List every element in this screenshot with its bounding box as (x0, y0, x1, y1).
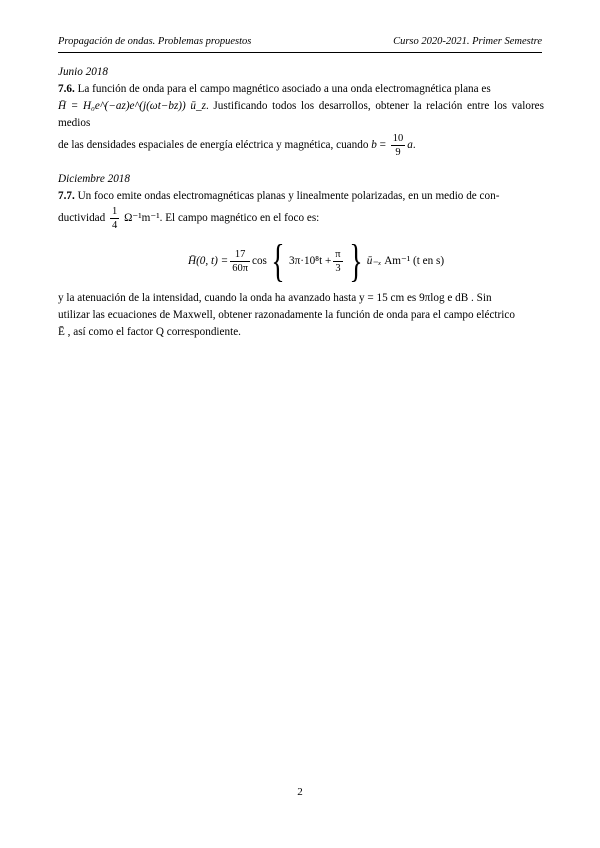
page-header (58, 36, 542, 47)
h-label: H̄(0, t) = (188, 254, 229, 267)
ratio-fraction (391, 132, 406, 159)
problem-76-line3: de las densidades espaciales de energía eléctrica y magnética, cuando (58, 139, 369, 152)
cos-argument: 3π·10⁸t + (289, 254, 332, 267)
cos-label: cos (252, 254, 267, 267)
amplitude-fraction (230, 248, 250, 275)
problem-77-line5: Ē , así como el factor Q correspondiente. (58, 326, 241, 338)
amplitude-numerator: 17 (230, 248, 250, 262)
problem-77-line4: utilizar las ecuaciones de Maxwell, obtener razonadamente la función de onda para el campo eléctrico (58, 309, 515, 321)
page-number: 2 (297, 786, 303, 798)
field-units: Am⁻¹ (t en s) (384, 254, 445, 267)
problem-76-number: 7.6. (58, 83, 75, 95)
left-brace: { (271, 235, 285, 286)
problem-76-text (58, 81, 544, 159)
problem-77-line2: ductividad (58, 212, 106, 225)
conductivity-denominator: 4 (112, 220, 118, 231)
equals-sign: = (379, 139, 386, 152)
header-right: Curso 2020-2021. Primer Semestre (393, 36, 542, 47)
problem-77-continuation (58, 290, 544, 341)
problem-77-date: Diciembre 2018 (58, 173, 130, 185)
problem-77-number: 7.7. (58, 190, 75, 202)
phase-fraction (333, 248, 342, 275)
problem-76-line1: La función de onda para el campo magnético asociado a una onda electromagnética plana es (77, 83, 491, 95)
problem-77-line3: y la atenuación de la intensidad, cuando la onda ha avanzado hasta y = 15 cm es 9πlog e dB . Sin (58, 292, 492, 304)
b-variable: b (371, 139, 377, 152)
phase-denominator: 3 (335, 262, 341, 274)
problem-76-date: Junio 2018 (58, 66, 109, 78)
problem-76-line2: . Justificando todos los desarrollos, obtener la relación entre los valores medios (58, 100, 544, 129)
problem-77-text (58, 188, 544, 232)
conductivity-fraction (110, 205, 119, 232)
header-left: Propagación de ondas. Problemas propuestos (58, 36, 252, 47)
page-content (58, 64, 544, 341)
header-rule (58, 52, 542, 53)
amplitude-denominator: 60π (232, 262, 248, 274)
unit-vector: ū₋ₓ (366, 254, 382, 267)
a-variable: a (407, 139, 413, 152)
ratio-numerator: 10 (392, 133, 404, 144)
conductivity-unit: Ω⁻¹m⁻¹. El campo magnético en el foco es: (124, 212, 320, 225)
problem-76-end: . (412, 139, 416, 152)
right-brace: } (349, 235, 363, 286)
problem-77-line1: Un foco emite ondas electromagnéticas planas y linealmente polarizadas, en un medio de con- (77, 190, 500, 202)
problem-76-formula: H̄ = H₀e^(−az)e^(j(ωt−bz)) ū_z (58, 100, 206, 112)
phase-numerator: π (335, 248, 341, 260)
ratio-denominator: 9 (395, 147, 401, 158)
conductivity-numerator: 1 (112, 206, 118, 217)
magnetic-field-formula (188, 235, 544, 286)
